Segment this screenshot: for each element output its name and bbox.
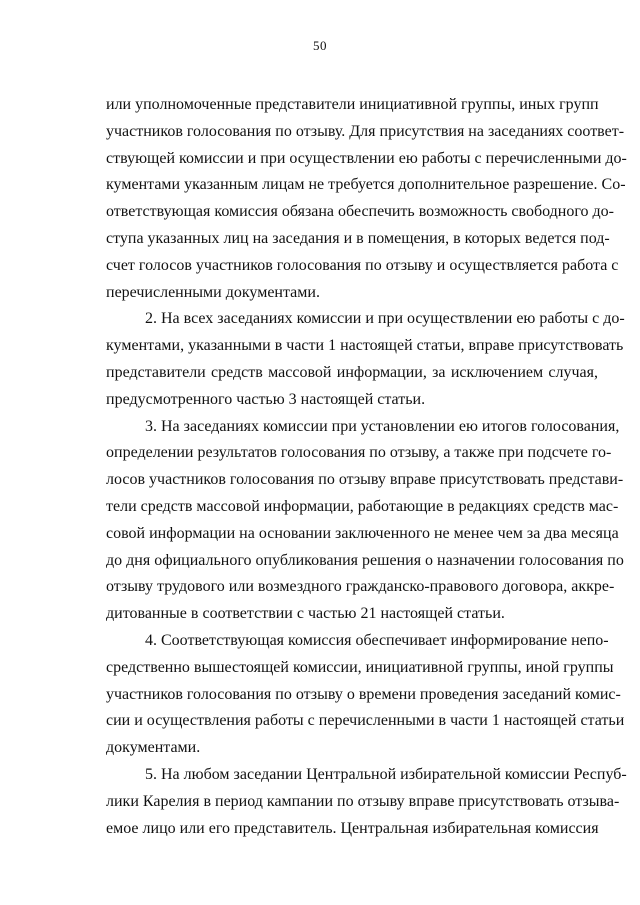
text-line: 4. Соответствующая комиссия обеспечивает информирование непо- [145, 631, 609, 649]
text-line: средственно вышестоящей комиссии, инициативной группы, иной группы [106, 658, 614, 676]
text-line: ступа указанных лиц на заседания и в помещения, в которых ведется под- [106, 229, 610, 247]
text-line: 5. На любом заседании Центральной избирательной комиссии Респуб- [145, 765, 627, 783]
text-line: перечисленными документами. [106, 283, 320, 301]
paragraph [106, 92, 627, 306]
text-line: или уполномоченные представители инициативной группы, иных групп [106, 96, 599, 113]
text-line: сии и осуществления работы с перечисленными в части 1 настоящей статьи [106, 712, 625, 730]
paragraph [106, 306, 625, 413]
text-line: ответствующая комиссия обязана обеспечить возможность свободного до- [106, 203, 614, 221]
text-line: отзыву трудового или возмездного гражданско-правового договора, аккре- [106, 578, 615, 596]
page-number: 50 [313, 38, 327, 53]
body-text [106, 92, 627, 842]
text-line: совой информации на основании заключенного не менее чем за два месяца [106, 524, 619, 542]
text-line: счет голосов участников голосования по отзыву и осуществляется работа с [106, 256, 619, 274]
text-line: участников голосования по отзыву. Для присутствия на заседаниях соответ- [106, 122, 625, 140]
text-line: ствующей комиссии и при осуществлении ею работы с перечисленными до- [106, 149, 627, 167]
text-line: участников голосования по отзыву о времени проведения заседаний комис- [106, 685, 621, 703]
text-line: тели средств массовой информации, работающие в редакциях средств мас- [106, 497, 619, 515]
text-line: 3. На заседаниях комиссии при установлении ею итогов голосования, [145, 417, 620, 435]
text-line: емое лицо или его представитель. Центральная избирательная комиссия [106, 819, 599, 837]
text-line: кументами указанным лицам не требуется дополнительное разрешение. Со- [106, 176, 626, 194]
text-line: определении результатов голосования по отзыву, а также при подсчете го- [106, 444, 612, 462]
text-line: предусмотренного частью 3 настоящей статьи. [106, 390, 426, 408]
text-line: лосов участников голосования по отзыву вправе присутствовать представи- [106, 471, 624, 489]
paragraph [106, 628, 625, 762]
paragraph [106, 762, 627, 842]
text-line: документами. [106, 739, 201, 757]
paragraph [106, 414, 624, 628]
text-line: 2. На всех заседаниях комиссии и при осуществлении ею работы с до- [145, 310, 625, 328]
text-line: лики Карелия в период кампании по отзыву вправе присутствовать отзыва- [106, 792, 620, 810]
text-line: кументами, указанными в части 1 настоящей статьи, вправе присутствовать [106, 337, 624, 355]
text-line: представители средств массовой информации, за исключением случая, [106, 363, 598, 381]
text-line: до дня официального опубликования решения о назначении голосования по [106, 551, 624, 569]
text-line: дитованные в соответствии с частью 21 настоящей статьи. [106, 605, 505, 623]
